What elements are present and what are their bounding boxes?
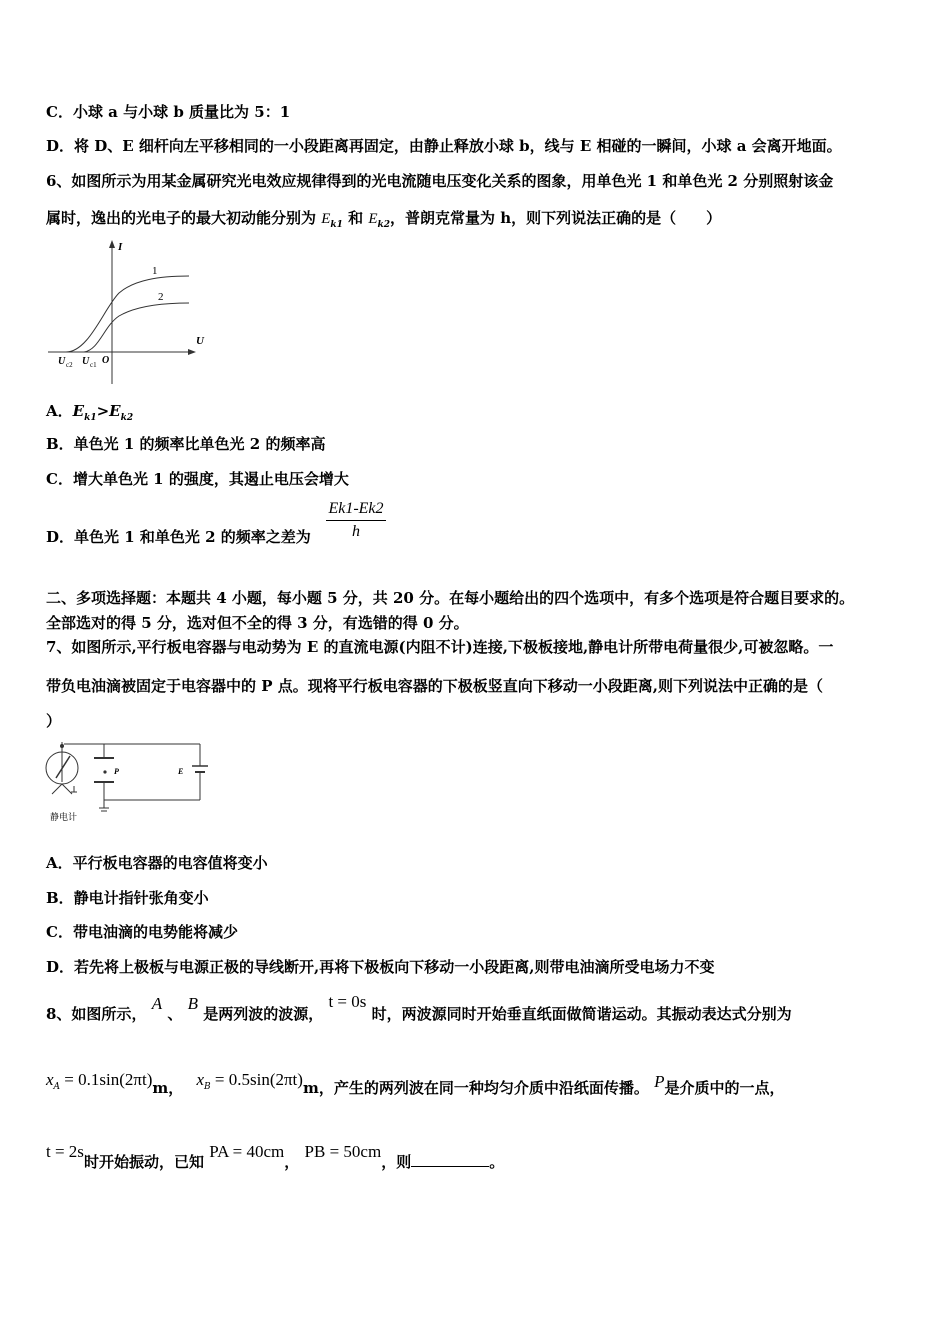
graph-uc2-label: U xyxy=(58,356,66,367)
q6-option-a-k2: k2 xyxy=(120,413,134,423)
graph-uc2-sub: c2 xyxy=(66,361,73,369)
q6-stem-line2 xyxy=(46,208,721,235)
q6-ek2: E xyxy=(368,211,378,227)
graph-x-label: U xyxy=(196,335,204,347)
q8-source-a: A xyxy=(151,994,163,1013)
q7-stem-line2: 带负电油滴被固定于电容器中的 P 点。现将平行板电容器的下极板竖直向下移动一小段距离,则下列说法中正确的是（ xyxy=(46,677,823,695)
q7-stem-line3: ） xyxy=(46,712,62,730)
q8-t2: t = 2s xyxy=(46,1142,84,1161)
q6-ek1: E xyxy=(321,211,331,227)
q6-option-a-e1: E xyxy=(72,402,85,420)
graph-x-arrow xyxy=(188,349,196,355)
q8-t0: t = 0s xyxy=(328,992,367,1011)
q8-xa-expression xyxy=(46,1070,153,1092)
q6-option-a-prefix: A． xyxy=(46,402,73,420)
electroscope-leg-l xyxy=(52,784,62,794)
q8-text-5: 是介质中的一点， xyxy=(664,1079,785,1097)
q8-point-p: P xyxy=(654,1072,665,1091)
q8-text-2: 是两列波的波源， xyxy=(203,1005,324,1023)
q6-ek2-sub: k2 xyxy=(377,220,391,230)
q6-option-a-gt: > xyxy=(96,402,110,420)
q8-xb-expr: = 0.5sin(2πt) xyxy=(210,1070,303,1089)
fraction-numerator: Ek1-Ek2 xyxy=(326,500,386,521)
q8-pa: PA = 40cm xyxy=(209,1142,285,1161)
q8-xb-expression xyxy=(196,1070,303,1092)
graph-uc1-label: U xyxy=(82,356,90,367)
q6-photoelectric-graph xyxy=(44,238,224,388)
electroscope-leg-r xyxy=(62,784,72,794)
q6-option-b: B．单色光 1 的频率比单色光 2 的频率高 xyxy=(46,435,326,453)
q7-option-b: B．静电计指针张角变小 xyxy=(46,889,209,907)
q8-text-1: 8、如图所示， xyxy=(46,1005,147,1023)
q5-option-c: C．小球 a 与小球 b 质量比为 5：1 xyxy=(46,103,291,121)
q8-comma: ， xyxy=(284,1153,300,1171)
battery-e-label: E xyxy=(178,767,184,776)
q8-stem-line2 xyxy=(46,1070,785,1105)
q6-option-d: D．单色光 1 和单色光 2 的频率之差为 xyxy=(46,528,311,546)
q8-answer-blank[interactable] xyxy=(411,1152,489,1167)
graph-origin-label: O xyxy=(102,355,110,366)
q8-xa-sub: A xyxy=(53,1082,61,1092)
q6-ek1-sub: k1 xyxy=(330,220,343,230)
q6-option-a-k1: k1 xyxy=(84,413,97,423)
q8-text-7: ，则 xyxy=(381,1153,412,1171)
q8-text-3: 时，两波源同时开始垂直纸面做简谐运动。其振动表达式分别为 xyxy=(371,1005,792,1023)
oil-drop-point xyxy=(103,770,106,773)
q8-source-b: B xyxy=(187,994,198,1013)
graph-y-label: I xyxy=(118,241,123,253)
fraction-denominator: h xyxy=(352,523,360,540)
q8-unit-m1: m， xyxy=(152,1079,184,1097)
q6-option-c: C．增大单色光 1 的强度，其遏止电压会增大 xyxy=(46,470,349,488)
q8-text-6: 时开始振动，已知 xyxy=(83,1153,204,1171)
graph-curve-1 xyxy=(66,276,189,352)
q7-capacitor-circuit xyxy=(40,738,220,824)
q8-stem-line3 xyxy=(46,1142,505,1172)
electroscope-knob xyxy=(60,744,64,748)
q8-xb-sub: B xyxy=(204,1082,211,1092)
q8-xa-var: x xyxy=(46,1070,54,1089)
q8-sep: 、 xyxy=(167,1005,183,1023)
q5-option-d: D．将 D、E 细杆向左平移相同的一小段距离再固定，由静止释放小球 b，线与 E 相碰的一瞬间，小球 a 会离开地面。 xyxy=(46,137,842,155)
q8-pb: PB = 50cm xyxy=(304,1142,382,1161)
q7-stem-line1: 7、如图所示,平行板电容器与电动势为 E 的直流电源(内阻不计)连接,下极板接地,静电计所带电荷量很少,可被忽略。一 xyxy=(46,638,834,656)
graph-curve-2-label: 2 xyxy=(158,291,164,303)
q6-stem-text-a: 属时，逸出的光电子的最大初动能分别为 xyxy=(46,209,322,227)
electroscope-label: 静电计 xyxy=(50,812,78,822)
graph-curve-2 xyxy=(84,303,189,352)
section2-header-line2: 全部选对的得 5 分，选对但不全的得 3 分，有选错的得 0 分。 xyxy=(46,614,469,632)
q8-stem-line1 xyxy=(46,992,792,1024)
q6-stem-text-b: 和 xyxy=(342,209,369,227)
electroscope-needle xyxy=(56,756,70,778)
q6-stem-line1: 6、如图所示为用某金属研究光电效应规律得到的光电流随电压变化关系的图象，用单色光 1 和单色光 2 分别照射该金 xyxy=(46,172,834,190)
q7-option-a: A．平行板电容器的电容值将变小 xyxy=(46,854,268,872)
q6-option-d-fraction xyxy=(326,500,386,541)
section2-header-line1: 二、多项选择题：本题共 4 小题，每小题 5 分，共 20 分。在每小题给出的四个选项中，有多个选项是符合题目要求的。 xyxy=(46,589,855,607)
q6-option-a xyxy=(46,401,133,428)
point-p-label: P xyxy=(114,767,119,776)
q8-xb-var: x xyxy=(196,1070,205,1089)
q6-option-a-e2: E xyxy=(109,402,121,420)
q7-option-d: D．若先将上极板与电源正极的导线断开,再将下极板向下移动一小段距离,则带电油滴所受电场力不变 xyxy=(46,958,715,976)
q8-text-4: m，产生的两列波在同一种均匀介质中沿纸面传播。 xyxy=(302,1079,649,1097)
q8-end: 。 xyxy=(489,1153,505,1171)
q8-xa-expr: = 0.1sin(2πt) xyxy=(60,1070,153,1089)
q7-option-c: C．带电油滴的电势能将减少 xyxy=(46,923,238,941)
q6-stem-text-c: ，普朗克常量为 h，则下列说法正确的是（ ） xyxy=(390,209,722,227)
graph-uc1-sub: c1 xyxy=(90,361,97,369)
graph-curve-1-label: 1 xyxy=(152,265,158,277)
graph-y-arrow xyxy=(109,240,115,248)
